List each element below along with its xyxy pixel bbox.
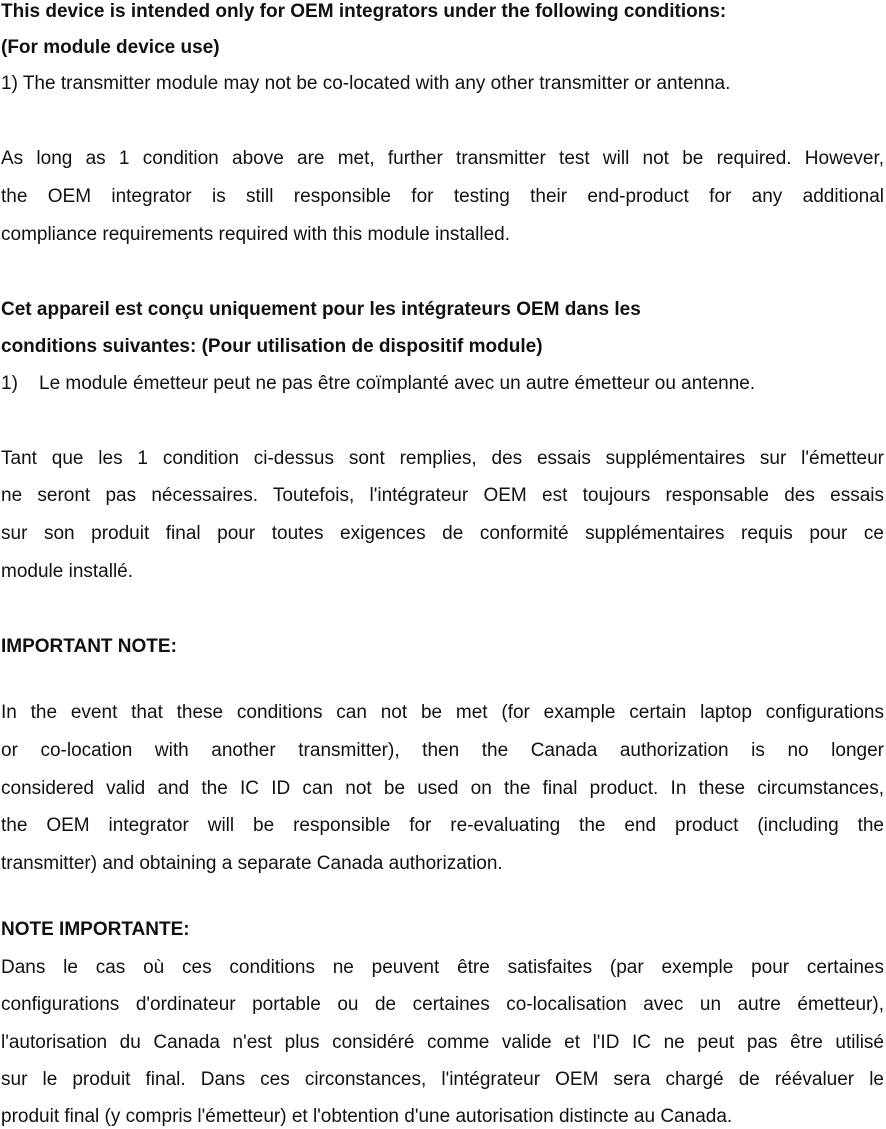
fr-paragraph-line: module installé. xyxy=(1,561,134,582)
important-note-line: or co-location with another transmitter), then the Canada authorization is no longer xyxy=(1,740,884,761)
en-paragraph-line: As long as 1 condition above are met, further transmitter test will not be required. However, xyxy=(1,148,884,169)
fr-condition-item-text: Le module émetteur peut ne pas être coïmplanté avec un autre émetteur ou antenne. xyxy=(39,373,756,394)
fr-condition-item-1 xyxy=(1,372,884,396)
en-conditions-subheading: (For module device use) xyxy=(1,37,220,58)
note-importante-line: sur le produit final. Dans ces circonstances, l'intégrateur OEM sera chargé de réévaluer le xyxy=(1,1069,884,1090)
fr-condition-item-number: 1) xyxy=(1,373,18,394)
fr-conditions-subheading: conditions suivantes: (Pour utilisation de dispositif module) xyxy=(1,336,543,357)
note-importante-line: Dans le cas où ces conditions ne peuvent être satisfaites (par exemple pour certaines xyxy=(1,957,884,978)
fr-paragraph-line: sur son produit final pour toutes exigences de conformité supplémentaires requis pour ce xyxy=(1,523,884,544)
important-note-line: the OEM integrator will be responsible for re-evaluating the end product (including the xyxy=(1,815,884,836)
note-importante-line: l'autorisation du Canada n'est plus considéré comme valide et l'ID IC ne peut pas être utilisé xyxy=(1,1032,884,1053)
important-note-line: considered valid and the IC ID can not be used on the final product. In these circumstances, xyxy=(1,778,884,799)
en-paragraph-line: the OEM integrator is still responsible for testing their end-product for any additional xyxy=(1,186,884,207)
note-importante-heading: NOTE IMPORTANTE: xyxy=(1,919,190,940)
note-importante-line: configurations d'ordinateur portable ou de certaines co-localisation avec un autre émetteur), xyxy=(1,994,884,1015)
important-note-line: transmitter) and obtaining a separate Canada authorization. xyxy=(1,853,503,874)
note-importante-line: produit final (y compris l'émetteur) et l'obtention d'une autorisation distincte au Canada. xyxy=(1,1106,733,1127)
important-note-line: In the event that these conditions can not be met (for example certain laptop configurations xyxy=(1,702,884,723)
fr-conditions-heading: Cet appareil est conçu uniquement pour les intégrateurs OEM dans les xyxy=(1,299,641,320)
important-note-heading: IMPORTANT NOTE: xyxy=(1,636,177,657)
en-conditions-heading: This device is intended only for OEM integrators under the following conditions: xyxy=(1,1,727,22)
en-condition-item-1: 1) The transmitter module may not be co-located with any other transmitter or antenna. xyxy=(1,73,731,94)
fr-paragraph-line: Tant que les 1 condition ci-dessus sont remplies, des essais supplémentaires sur l'émetteur xyxy=(1,448,884,469)
fr-paragraph-line: ne seront pas nécessaires. Toutefois, l'intégrateur OEM est toujours responsable des essais xyxy=(1,485,884,506)
en-paragraph-line: compliance requirements required with this module installed. xyxy=(1,224,511,245)
